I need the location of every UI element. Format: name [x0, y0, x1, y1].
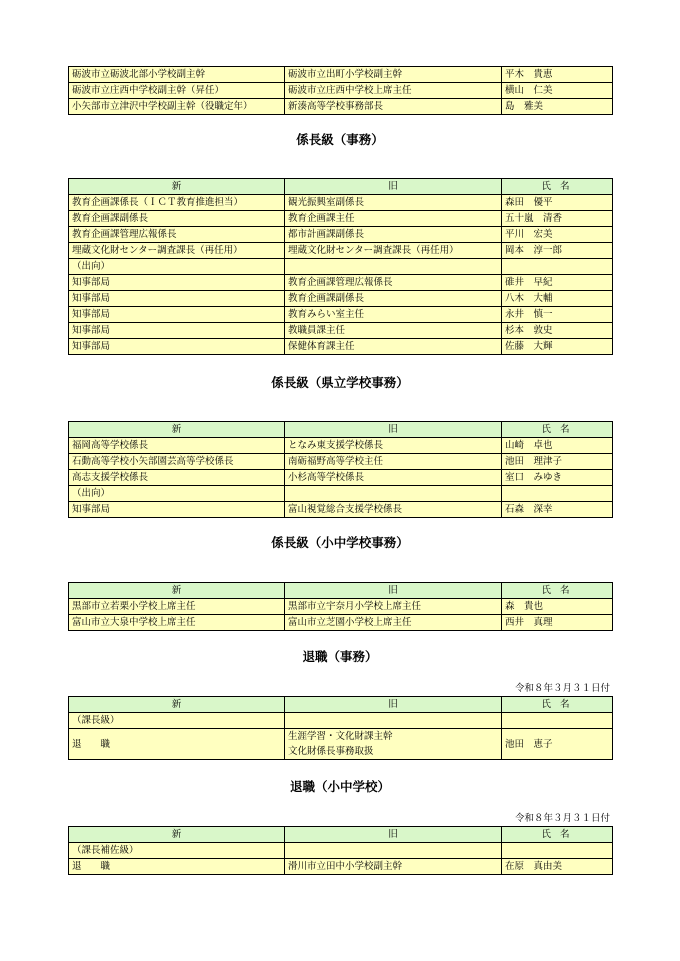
header-new: 新: [69, 827, 285, 843]
cell-old: 教職員課主任: [285, 323, 502, 339]
table-row: [69, 83, 613, 99]
header-new: 新: [69, 422, 285, 438]
table-header: [69, 827, 613, 843]
table-header: [69, 697, 613, 713]
table-header: [69, 179, 613, 195]
cell-old: となみ東支援学校係長: [285, 438, 502, 454]
cell-old: 砺波市立出町小学校副主幹: [285, 67, 502, 83]
header-old: 旧: [285, 827, 502, 843]
header-old: 旧: [285, 422, 502, 438]
cell-new: （出向）: [69, 486, 285, 502]
cell-old: [285, 713, 502, 729]
table-row: [69, 195, 613, 211]
cell-new: （出向）: [69, 259, 285, 275]
cell-name: 佐藤 大輝: [502, 339, 613, 355]
cell-old: 小杉高等学校係長: [285, 470, 502, 486]
cell-name: 在原 真由美: [502, 859, 613, 875]
header-new: 新: [69, 583, 285, 599]
table-header: [69, 583, 613, 599]
table-row: [69, 339, 613, 355]
table-row: [69, 307, 613, 323]
table-kenritsu-gakko: [68, 421, 612, 518]
table-row: [69, 67, 613, 83]
table-row: [69, 599, 613, 615]
cell-new: 教育企画課副係長: [69, 211, 285, 227]
cell-new: 高志支援学校係長: [69, 470, 285, 486]
cell-new: 知事部局: [69, 291, 285, 307]
table-row: [69, 291, 613, 307]
section-title-kenritsu-gakko: 係長級（県立学校事務）: [271, 375, 409, 390]
cell-new: 砺波市立砺波北部小学校副主幹: [69, 67, 285, 83]
cell-new: 埋蔵文化財センター調査課長（再任用）: [69, 243, 285, 259]
cell-old: 滑川市立田中小学校副主幹: [285, 859, 502, 875]
table-row: [69, 99, 613, 115]
cell-name: 杉本 敦史: [502, 323, 613, 339]
cell-old-line: 生涯学習・文化財課主幹: [288, 731, 393, 742]
cell-name: [502, 713, 613, 729]
cell-new: （課長級）: [69, 713, 285, 729]
cell-new: 知事部局: [69, 339, 285, 355]
cell-old: 保健体育課主任: [285, 339, 502, 355]
table-row: [69, 502, 613, 518]
cell-new: 教育企画課管理広報係長: [69, 227, 285, 243]
header-name: 氏 名: [502, 179, 613, 195]
cell-new: 退 職: [69, 729, 285, 760]
table-row: [69, 486, 613, 502]
cell-name: 五十嵐 清香: [502, 211, 613, 227]
cell-old-line: 文化財係長事務取扱: [288, 746, 374, 757]
cell-name: 西井 真理: [502, 615, 613, 631]
cell-name: 森田 優平: [502, 195, 613, 211]
cell-name: 永井 慎一: [502, 307, 613, 323]
header-new: 新: [69, 179, 285, 195]
table-header: [69, 422, 613, 438]
top-table: [68, 66, 612, 115]
cell-new: 知事部局: [69, 502, 285, 518]
table-row: [69, 843, 613, 859]
cell-old: 新湊高等学校事務部長: [285, 99, 502, 115]
cell-new: 知事部局: [69, 307, 285, 323]
cell-new: 富山市立大泉中学校上席主任: [69, 615, 285, 631]
cell-name: 池田 恵子: [502, 729, 613, 760]
table-row: [69, 211, 613, 227]
cell-new: 福岡高等学校係長: [69, 438, 285, 454]
cell-name: 平木 貴恵: [502, 67, 613, 83]
section-title-shochu-gakko-jimu: 係長級（小中学校事務）: [271, 535, 409, 550]
cell-new: 砺波市立庄西中学校副主幹（昇任）: [69, 83, 285, 99]
cell-name: 森 貴也: [502, 599, 613, 615]
table-row: [69, 259, 613, 275]
table-row: [69, 615, 613, 631]
table-row: [69, 859, 613, 875]
cell-new: 知事部局: [69, 275, 285, 291]
cell-old: 教育みらい室主任: [285, 307, 502, 323]
cell-old: [285, 729, 502, 760]
table-row: [69, 729, 613, 760]
table-taishoku-jimu: [68, 696, 612, 760]
header-name: 氏 名: [502, 422, 613, 438]
cell-old: 教育企画課管理広報係長: [285, 275, 502, 291]
cell-name: [502, 843, 613, 859]
table-kakaricho-jimu: [68, 178, 612, 355]
table-row: [69, 243, 613, 259]
cell-name: 石森 深幸: [502, 502, 613, 518]
cell-old: 富山市立芝園小学校上席主任: [285, 615, 502, 631]
cell-old: [285, 486, 502, 502]
cell-name: 碓井 早紀: [502, 275, 613, 291]
cell-old: 富山視覚総合支援学校係長: [285, 502, 502, 518]
header-name: 氏 名: [502, 583, 613, 599]
cell-name: [502, 259, 613, 275]
cell-new: 教育企画課係長（ＩＣＴ教育推進担当）: [69, 195, 285, 211]
effective-date: 令和８年３月３１日付: [514, 813, 610, 824]
cell-name: 平川 宏美: [502, 227, 613, 243]
cell-old: 黒部市立宇奈月小学校上席主任: [285, 599, 502, 615]
header-name: 氏 名: [502, 697, 613, 713]
cell-old: 砺波市立庄西中学校上席主任: [285, 83, 502, 99]
cell-new: 知事部局: [69, 323, 285, 339]
cell-new: 退 職: [69, 859, 285, 875]
table-row: [69, 454, 613, 470]
cell-name: 八木 大輔: [502, 291, 613, 307]
table-row: [69, 713, 613, 729]
cell-old: [285, 259, 502, 275]
cell-name: [502, 486, 613, 502]
table-row: [69, 438, 613, 454]
cell-old: [285, 843, 502, 859]
cell-new: 石動高等学校小矢部園芸高等学校係長: [69, 454, 285, 470]
section-title-taishoku-jimu: 退職（事務）: [302, 649, 378, 664]
cell-name: 島 雅美: [502, 99, 613, 115]
cell-old: 都市計画課副係長: [285, 227, 502, 243]
section-title-taishoku-shochu: 退職（小中学校）: [289, 779, 390, 794]
cell-old: 観光振興室副係長: [285, 195, 502, 211]
header-old: 旧: [285, 179, 502, 195]
cell-old: 埋蔵文化財センター調査課長（再任用）: [285, 243, 502, 259]
table-row: [69, 227, 613, 243]
header-old: 旧: [285, 583, 502, 599]
cell-name: 横山 仁美: [502, 83, 613, 99]
table-taishoku-shochu: [68, 826, 612, 875]
section-title-kakaricho-jimu: 係長級（事務）: [296, 132, 384, 147]
table-row: [69, 323, 613, 339]
cell-name: 池田 理津子: [502, 454, 613, 470]
cell-new: 小矢部市立津沢中学校副主幹（役職定年）: [69, 99, 285, 115]
cell-name: 岡本 淳一郎: [502, 243, 613, 259]
header-new: 新: [69, 697, 285, 713]
table-row: [69, 275, 613, 291]
cell-new: （課長補佐級）: [69, 843, 285, 859]
cell-old: 教育企画課副係長: [285, 291, 502, 307]
table-row: [69, 470, 613, 486]
header-name: 氏 名: [502, 827, 613, 843]
cell-name: 室口 みゆき: [502, 470, 613, 486]
table-shochu-gakko-jimu: [68, 582, 612, 631]
header-old: 旧: [285, 697, 502, 713]
cell-new: 黒部市立若栗小学校上席主任: [69, 599, 285, 615]
cell-old: 教育企画課主任: [285, 211, 502, 227]
cell-old: 南砺福野高等学校主任: [285, 454, 502, 470]
cell-name: 山崎 卓也: [502, 438, 613, 454]
effective-date: 令和８年３月３１日付: [514, 683, 610, 694]
